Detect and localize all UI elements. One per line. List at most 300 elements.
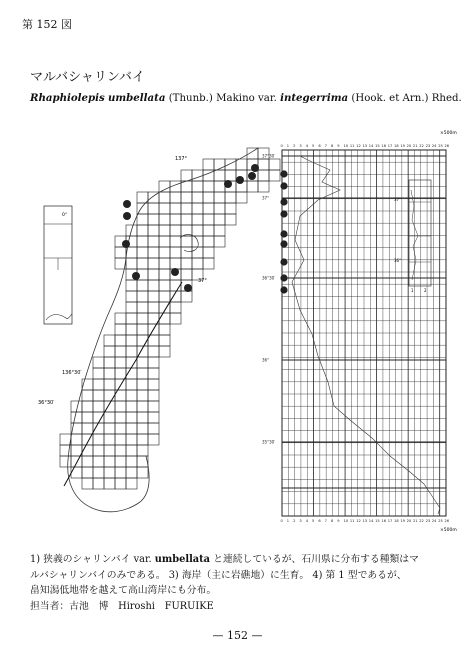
map-grid-cell bbox=[104, 412, 115, 423]
map-grid-cell bbox=[115, 313, 126, 324]
map-grid-cell bbox=[203, 236, 214, 247]
map-grid-cell bbox=[126, 478, 137, 489]
species-japanese-name: マルバシャリンバイ bbox=[30, 70, 145, 85]
map-grid-cell bbox=[104, 346, 115, 357]
chart-x-tick-top: 20 bbox=[406, 144, 412, 148]
map-grid-cell bbox=[71, 434, 82, 445]
map-bay-outline bbox=[180, 235, 198, 252]
map-grid-cell bbox=[181, 269, 192, 280]
chart-x-tick-bottom: 19 bbox=[400, 519, 405, 523]
chart-x-tick-top: 14 bbox=[368, 144, 374, 148]
map-grid-cell bbox=[115, 434, 126, 445]
map-grid-cell bbox=[126, 291, 137, 302]
map-grid-cell bbox=[93, 379, 104, 390]
map-grid-cell bbox=[203, 203, 214, 214]
chart-occurrence-dot bbox=[280, 182, 287, 189]
chart-x-tick-bottom: 20 bbox=[406, 519, 412, 523]
map-grid-cell bbox=[115, 335, 126, 346]
map-grid-cell bbox=[137, 357, 148, 368]
map-grid-cell bbox=[126, 390, 137, 401]
map-grid-cell bbox=[126, 445, 137, 456]
map-grid-cell bbox=[93, 368, 104, 379]
chart-x-tick-bottom: 2 bbox=[293, 519, 296, 523]
chart-x-tick-top: 22 bbox=[419, 144, 424, 148]
occurrence-dot bbox=[224, 180, 232, 188]
map-grid-cell bbox=[126, 280, 137, 291]
map-grid-cell bbox=[126, 401, 137, 412]
map-grid-cell bbox=[214, 181, 225, 192]
map-grid-cell bbox=[93, 456, 104, 467]
map-grid-cell bbox=[181, 170, 192, 181]
scientific-name bbox=[30, 92, 462, 104]
chart-occurrence-dot bbox=[280, 210, 287, 217]
map-grid-cell bbox=[126, 412, 137, 423]
chart-x-tick-bottom: 9 bbox=[337, 519, 340, 523]
map-grid-cell bbox=[148, 236, 159, 247]
map-grid-cell bbox=[170, 313, 181, 324]
chart-y-tick: 36°30′ bbox=[262, 275, 276, 281]
chart-x-tick-bottom: 12 bbox=[356, 519, 361, 523]
map-grid-cell bbox=[225, 214, 236, 225]
map-grid-cell bbox=[203, 225, 214, 236]
chart-x-tick-top: 1 bbox=[286, 144, 290, 148]
map-grid-cell bbox=[192, 170, 203, 181]
chart-x-tick-top: 25 bbox=[438, 144, 443, 148]
chart-x-tick-bottom: 1 bbox=[286, 519, 290, 523]
chart-x-tick-top: 9 bbox=[337, 144, 340, 148]
variety-author: (Hook. et Arn.) Rhed. bbox=[351, 93, 462, 104]
chart-x-tick-top: 2 bbox=[293, 144, 296, 148]
map-grid-cell bbox=[137, 412, 148, 423]
map-grid-cell bbox=[115, 456, 126, 467]
chart-x-tick-top: 17 bbox=[387, 144, 393, 148]
map-grid-cell bbox=[214, 159, 225, 170]
map-grid-cell bbox=[104, 478, 115, 489]
map-grid-cell bbox=[115, 412, 126, 423]
chart-x-tick-bottom: 21 bbox=[412, 519, 418, 523]
map-grid-cell bbox=[82, 401, 93, 412]
map-grid-cell bbox=[148, 214, 159, 225]
map-grid-cell bbox=[126, 258, 137, 269]
map-grid-cell bbox=[159, 247, 170, 258]
map-grid-cell bbox=[159, 346, 170, 357]
map-grid-cell bbox=[181, 247, 192, 258]
map-grid-cell bbox=[104, 357, 115, 368]
chart-occurrence-dot bbox=[280, 240, 287, 247]
inset-label: 0° bbox=[62, 213, 68, 218]
chart-x-tick-top: 6 bbox=[318, 144, 321, 148]
map-grid-cell bbox=[148, 269, 159, 280]
map-grid-cell bbox=[104, 434, 115, 445]
occurrence-dot bbox=[236, 176, 244, 184]
map-grid-cell bbox=[170, 247, 181, 258]
occurrence-dot bbox=[251, 164, 259, 172]
map-grid-cell bbox=[214, 170, 225, 181]
chart-x-tick-bottom: 10 bbox=[343, 519, 349, 523]
map-grid-cell bbox=[214, 192, 225, 203]
map-grid-cell bbox=[115, 368, 126, 379]
map-grid-cell bbox=[137, 313, 148, 324]
map-grid-cell bbox=[137, 423, 148, 434]
note-line-2: ルバシャリンバイのみである。 3) 海岸（主に岩礁地）に生育。 4) 第 1 型であるが、 bbox=[30, 569, 407, 581]
map-grid-cell bbox=[247, 181, 258, 192]
occurrence-dot bbox=[132, 272, 140, 280]
chart-x-tick-bottom: 18 bbox=[394, 519, 399, 523]
notes-block bbox=[30, 552, 450, 614]
altitude-chart bbox=[262, 144, 450, 523]
map-grid-cell bbox=[104, 368, 115, 379]
inset-y-bottom: 36° bbox=[394, 258, 402, 263]
map-grid-cell bbox=[225, 170, 236, 181]
map-grid-cell bbox=[137, 368, 148, 379]
map-grid-cell bbox=[71, 467, 82, 478]
chart-occurrence-dot bbox=[280, 230, 287, 237]
map-grid-cell bbox=[159, 269, 170, 280]
map-grid-cell bbox=[82, 467, 93, 478]
inset-y-top: 37° bbox=[394, 197, 402, 202]
map-grid-cell bbox=[148, 368, 159, 379]
map-grid-cell bbox=[258, 159, 269, 170]
small-inset-chart bbox=[394, 180, 431, 293]
map-lat-label-mid: 36°30′ bbox=[38, 400, 55, 406]
map-grid-cell bbox=[203, 258, 214, 269]
altitude-profile-line bbox=[292, 156, 440, 514]
map-grid-cell bbox=[159, 181, 170, 192]
map-grid-cell bbox=[93, 467, 104, 478]
map-grid-cell bbox=[170, 203, 181, 214]
map-grid-cell bbox=[104, 335, 115, 346]
chart-x-tick-top: 3 bbox=[299, 144, 302, 148]
map-coastline bbox=[68, 148, 258, 512]
map-grid-cell bbox=[126, 346, 137, 357]
map-grid-cell bbox=[60, 434, 71, 445]
map-grid-cell bbox=[137, 390, 148, 401]
map-grid-cell bbox=[93, 357, 104, 368]
map-grid-cell bbox=[115, 478, 126, 489]
map-grid-cell bbox=[115, 247, 126, 258]
chart-x-tick-bottom: 24 bbox=[431, 519, 437, 523]
chart-x-tick-bottom: 22 bbox=[419, 519, 424, 523]
map-grid-cell bbox=[115, 423, 126, 434]
map-grid-cell bbox=[60, 456, 71, 467]
map-grid-cell bbox=[159, 280, 170, 291]
chart-x-tick-top: 24 bbox=[431, 144, 437, 148]
chart-x-tick-bottom: 16 bbox=[381, 519, 387, 523]
chart-x-tick-top: 0 bbox=[280, 144, 283, 148]
map-grid-cell bbox=[104, 379, 115, 390]
chart-x-tick-bottom: 25 bbox=[438, 519, 443, 523]
chart-y-tick: 35°30′ bbox=[262, 439, 276, 445]
distribution-map-grid bbox=[60, 148, 280, 489]
map-grid-cell bbox=[159, 192, 170, 203]
map-lon-label-mid: 136°30′ bbox=[62, 370, 82, 376]
map-grid-cell bbox=[148, 412, 159, 423]
inset-x-a: 1 bbox=[411, 288, 414, 293]
map-grid-cell bbox=[148, 302, 159, 313]
map-grid-cell bbox=[170, 236, 181, 247]
map-grid-cell bbox=[203, 159, 214, 170]
distribution-figure bbox=[0, 120, 475, 545]
map-lat-label-right: 37° bbox=[198, 278, 207, 284]
map-grid-cell bbox=[137, 335, 148, 346]
map-grid-cell bbox=[148, 379, 159, 390]
map-grid-cell bbox=[93, 401, 104, 412]
map-grid-cell bbox=[214, 203, 225, 214]
map-grid-cell bbox=[126, 313, 137, 324]
map-grid-cell bbox=[82, 423, 93, 434]
map-grid-cell bbox=[192, 181, 203, 192]
map-grid-cell bbox=[159, 313, 170, 324]
chart-x-tick-bottom: 5 bbox=[312, 519, 315, 523]
map-grid-cell bbox=[126, 434, 137, 445]
map-grid-cell bbox=[148, 401, 159, 412]
map-grid-cell bbox=[258, 181, 269, 192]
map-grid-cell bbox=[93, 423, 104, 434]
chart-x-tick-top: 5 bbox=[312, 144, 315, 148]
map-grid-cell bbox=[159, 203, 170, 214]
map-grid-cell bbox=[126, 324, 137, 335]
chart-x-tick-top: 21 bbox=[412, 144, 418, 148]
map-boundary-line bbox=[64, 282, 182, 486]
map-grid-cell bbox=[148, 423, 159, 434]
chart-x-tick-bottom: 23 bbox=[425, 519, 431, 523]
chart-occurrence-dot bbox=[280, 274, 287, 281]
map-grid-cell bbox=[181, 236, 192, 247]
map-grid-cell bbox=[192, 203, 203, 214]
map-grid-cell bbox=[137, 236, 148, 247]
map-grid-cell bbox=[137, 225, 148, 236]
chart-x-tick-top: 19 bbox=[400, 144, 405, 148]
map-grid-cell bbox=[170, 302, 181, 313]
chart-x-tick-top: 18 bbox=[394, 144, 399, 148]
chart-occurrence-dot bbox=[280, 170, 287, 177]
map-grid-cell bbox=[104, 467, 115, 478]
map-grid-cell bbox=[137, 247, 148, 258]
map-grid-cell bbox=[126, 467, 137, 478]
map-grid-cell bbox=[137, 379, 148, 390]
map-grid-cell bbox=[181, 214, 192, 225]
chart-x-tick-top: 12 bbox=[356, 144, 361, 148]
map-grid-cell bbox=[148, 357, 159, 368]
chart-x-tick-top: 11 bbox=[349, 144, 355, 148]
species-epithet: umbellata bbox=[108, 92, 166, 104]
map-grid-cell bbox=[137, 324, 148, 335]
map-grid-cell bbox=[225, 203, 236, 214]
chart-x-tick-bottom: 0 bbox=[280, 519, 283, 523]
map-grid-cell bbox=[170, 258, 181, 269]
map-grid-cell bbox=[236, 192, 247, 203]
map-grid-cell bbox=[137, 467, 148, 478]
map-grid-cell bbox=[115, 357, 126, 368]
map-grid-cell bbox=[159, 335, 170, 346]
map-grid-cell bbox=[225, 192, 236, 203]
chart-x-tick-bottom: 13 bbox=[362, 519, 368, 523]
note-line-4: 担当者：古池 博 Hiroshi FURUIKE bbox=[30, 600, 214, 612]
map-grid-cell bbox=[269, 159, 280, 170]
map-grid-cell bbox=[181, 192, 192, 203]
chart-x-tick-bottom: 26 bbox=[444, 519, 450, 523]
map-grid-cell bbox=[225, 159, 236, 170]
map-grid-cell bbox=[148, 434, 159, 445]
chart-x-tick-bottom: 4 bbox=[305, 519, 309, 523]
map-grid-cell bbox=[126, 302, 137, 313]
figure-number: 第 152 図 bbox=[22, 18, 72, 31]
chart-occurrence-dot bbox=[280, 258, 287, 265]
map-grid-cell bbox=[137, 280, 148, 291]
occurrence-dot bbox=[122, 240, 130, 248]
occurrence-dot bbox=[248, 172, 256, 180]
map-grid-cell bbox=[93, 412, 104, 423]
chart-x-tick-top: 10 bbox=[343, 144, 349, 148]
occurrence-dot bbox=[123, 200, 131, 208]
map-grid-cell bbox=[82, 456, 93, 467]
map-grid-cell bbox=[181, 258, 192, 269]
chart-x-tick-top: 16 bbox=[381, 144, 387, 148]
map-grid-cell bbox=[269, 170, 280, 181]
map-grid-cell bbox=[148, 247, 159, 258]
occurrence-dots bbox=[122, 164, 259, 292]
map-grid-cell bbox=[126, 423, 137, 434]
chart-y-tick: 37°30′ bbox=[262, 153, 276, 159]
map-grid-cell bbox=[170, 214, 181, 225]
map-grid-cell bbox=[104, 456, 115, 467]
map-grid-cell bbox=[137, 401, 148, 412]
map-grid-cell bbox=[115, 324, 126, 335]
map-grid-cell bbox=[159, 236, 170, 247]
map-grid-cell bbox=[192, 258, 203, 269]
map-grid-cell bbox=[214, 214, 225, 225]
map-grid-cell bbox=[93, 445, 104, 456]
map-grid-cell bbox=[148, 258, 159, 269]
map-grid-cell bbox=[148, 390, 159, 401]
map-grid-cell bbox=[93, 478, 104, 489]
map-grid-cell bbox=[126, 379, 137, 390]
map-grid-cell bbox=[181, 203, 192, 214]
chart-occurrence-dot bbox=[280, 198, 287, 205]
map-grid-cell bbox=[71, 445, 82, 456]
page-number: — 152 — bbox=[212, 629, 263, 642]
chart-y-tick: 37° bbox=[262, 195, 270, 201]
map-grid-cell bbox=[192, 225, 203, 236]
map-grid-cell bbox=[93, 390, 104, 401]
map-grid-cell bbox=[71, 456, 82, 467]
chart-x-tick-bottom: 8 bbox=[330, 519, 334, 523]
chart-x-tick-bottom: 3 bbox=[299, 519, 302, 523]
map-grid-cell bbox=[214, 236, 225, 247]
note-text: と連続しているが、石川県に分布する種類はマ bbox=[210, 554, 419, 565]
map-grid-cell bbox=[159, 291, 170, 302]
chart-x-tick-top: 26 bbox=[444, 144, 450, 148]
map-grid-cell bbox=[115, 445, 126, 456]
map-grid-cell bbox=[203, 247, 214, 258]
map-grid-cell bbox=[148, 203, 159, 214]
occurrence-dot bbox=[184, 284, 192, 292]
map-grid-cell bbox=[71, 412, 82, 423]
map-grid-cell bbox=[115, 346, 126, 357]
inset-locator-map bbox=[44, 206, 72, 324]
map-grid-cell bbox=[192, 247, 203, 258]
chart-x-tick-bottom: 17 bbox=[387, 519, 393, 523]
map-grid-cell bbox=[137, 434, 148, 445]
map-grid-cell bbox=[214, 225, 225, 236]
occurrence-dot bbox=[171, 268, 179, 276]
map-grid-cell bbox=[137, 192, 148, 203]
chart-occurrence-dot bbox=[280, 286, 287, 293]
map-grid-cell bbox=[236, 159, 247, 170]
author-citation: (Thunb.) Makino var. bbox=[168, 93, 277, 104]
map-grid-cell bbox=[192, 214, 203, 225]
map-grid-cell bbox=[170, 225, 181, 236]
chart-y-tick: 36° bbox=[262, 357, 270, 363]
map-grid-cell bbox=[115, 401, 126, 412]
map-grid-cell bbox=[203, 214, 214, 225]
chart-x-tick-bottom: 15 bbox=[375, 519, 380, 523]
map-grid-cell bbox=[148, 225, 159, 236]
map-grid-cell bbox=[159, 214, 170, 225]
note-line-3: 畠知潟低地帯を越えて高山湾岸にも分布。 bbox=[30, 585, 217, 596]
chart-x-tick-bottom: 11 bbox=[349, 519, 355, 523]
map-grid-cell bbox=[181, 291, 192, 302]
map-grid-cell bbox=[82, 390, 93, 401]
map-grid-cell bbox=[148, 291, 159, 302]
variety-name: integerrima bbox=[280, 92, 349, 104]
chart-x-tick-top: 15 bbox=[375, 144, 380, 148]
map-grid-cell bbox=[137, 291, 148, 302]
map-grid-cell bbox=[192, 192, 203, 203]
map-grid-cell bbox=[104, 445, 115, 456]
map-grid-cell bbox=[203, 181, 214, 192]
map-grid-cell bbox=[159, 324, 170, 335]
map-grid-cell bbox=[104, 423, 115, 434]
map-grid-cell bbox=[126, 357, 137, 368]
map-grid-cell bbox=[258, 170, 269, 181]
occurrence-dot bbox=[123, 212, 131, 220]
chart-x-tick-top: 8 bbox=[330, 144, 334, 148]
map-grid-cell bbox=[126, 335, 137, 346]
chart-x-tick-top: 4 bbox=[305, 144, 309, 148]
map-grid-cell bbox=[137, 445, 148, 456]
map-grid-cell bbox=[148, 346, 159, 357]
map-grid-cell bbox=[93, 434, 104, 445]
map-grid-cell bbox=[137, 214, 148, 225]
map-grid-cell bbox=[82, 412, 93, 423]
map-grid-cell bbox=[126, 456, 137, 467]
map-lon-label-top: 137° bbox=[175, 156, 188, 162]
genus-name: Rhaphiolepis bbox=[30, 92, 105, 104]
map-grid-cell bbox=[148, 280, 159, 291]
chart-x-tick-top: 13 bbox=[362, 144, 368, 148]
map-grid-cell bbox=[137, 302, 148, 313]
chart-x-tick-bottom: 14 bbox=[368, 519, 374, 523]
map-grid-cell bbox=[115, 467, 126, 478]
chart-scale-label-bottom: ×500m bbox=[440, 528, 457, 533]
map-grid-cell bbox=[82, 478, 93, 489]
map-grid-cell bbox=[203, 192, 214, 203]
chart-x-tick-top: 23 bbox=[425, 144, 431, 148]
note-var-name: umbellata bbox=[154, 554, 211, 565]
chart-x-tick-bottom: 7 bbox=[324, 519, 327, 523]
chart-scale-label-top: ×500m bbox=[440, 131, 457, 136]
note-line-1 bbox=[30, 552, 450, 568]
map-grid-cell bbox=[159, 225, 170, 236]
chart-x-tick-top: 7 bbox=[324, 144, 327, 148]
note-text: 1) 狭義のシャリンバイ var. bbox=[30, 554, 155, 565]
map-grid-cell bbox=[104, 390, 115, 401]
chart-x-tick-bottom: 6 bbox=[318, 519, 321, 523]
map-grid-cell bbox=[170, 192, 181, 203]
inset-x-b: 2 bbox=[424, 288, 427, 293]
map-grid-cell bbox=[159, 258, 170, 269]
